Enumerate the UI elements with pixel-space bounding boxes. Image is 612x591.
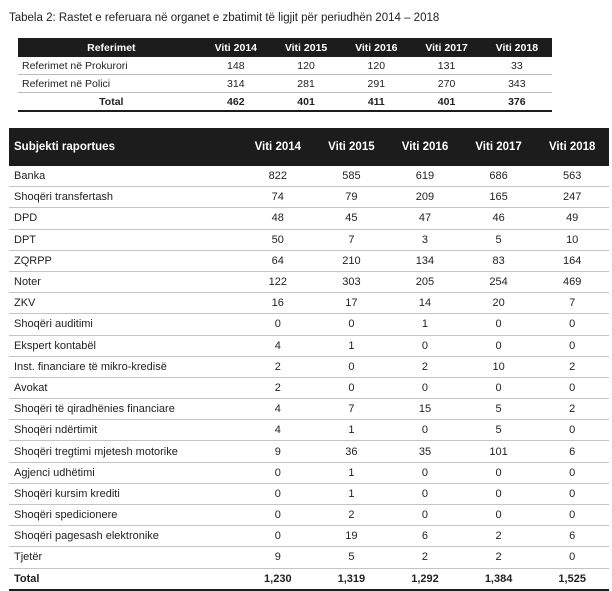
column-header: Viti 2015 [271,38,341,57]
table-cell: 0 [241,526,315,547]
table-row [9,250,609,271]
column-header: Viti 2016 [341,38,411,57]
table-cell: 2 [315,505,389,526]
column-header: Viti 2014 [241,128,315,166]
table-cell: 6 [535,441,609,462]
table-cell: 0 [388,483,462,504]
table-cell: 1 [315,462,389,483]
row-label: Inst. financiare të mikro-kredisë [9,356,241,377]
table-cell: 0 [315,377,389,398]
table-row [9,505,609,526]
row-label: Noter [9,271,241,292]
table-cell: 2 [241,356,315,377]
column-header: Subjekti raportues [9,128,241,166]
table-cell: 6 [535,526,609,547]
table-cell: 5 [315,547,389,568]
row-label: ZKV [9,293,241,314]
table-caption: Tabela 2: Rastet e referuara në organet e zbatimit të ligjit për periudhën 2014 – 2018 [9,12,440,24]
table-cell: 74 [241,187,315,208]
table-cell: 15 [388,399,462,420]
table-row [9,526,609,547]
table-cell: 47 [388,208,462,229]
table-cell: 4 [241,420,315,441]
table-row [9,356,609,377]
column-header: Viti 2017 [411,38,481,57]
row-label: Agjenci udhëtimi [9,462,241,483]
column-header: Viti 2018 [535,128,609,166]
row-label: Referimet në Prokurori [18,57,201,75]
table-cell: 1,525 [535,568,609,590]
table-cell: 7 [315,399,389,420]
table-cell: 0 [535,505,609,526]
row-label: DPT [9,229,241,250]
table-cell: 3 [388,229,462,250]
table-cell: 0 [462,377,536,398]
table-cell: 7 [315,229,389,250]
table-cell: 0 [315,356,389,377]
table-cell: 4 [241,335,315,356]
table-cell: 0 [241,483,315,504]
reporting-subjects-table [9,128,609,591]
table-cell: 281 [271,75,341,93]
table-cell: 270 [411,75,481,93]
table-cell: 343 [482,75,552,93]
row-label: Banka [9,166,241,187]
table-row [9,229,609,250]
table-cell: 9 [241,441,315,462]
table-header-row [9,128,609,166]
table-header-row [18,38,552,57]
table-row [9,314,609,335]
table-row [9,166,609,187]
table-row [9,208,609,229]
row-label: Shoqëri të qiradhënies financiare [9,399,241,420]
table-cell: 79 [315,187,389,208]
table-cell: 0 [241,314,315,335]
table-row [9,462,609,483]
table-cell: 0 [241,462,315,483]
column-header: Viti 2018 [482,38,552,57]
table-row [9,271,609,292]
table-cell: 401 [411,93,481,112]
table-row [18,75,552,93]
table-row [9,187,609,208]
table-cell: 686 [462,166,536,187]
table-cell: 0 [388,420,462,441]
row-label: Shoqëri auditimi [9,314,241,335]
table-cell: 0 [535,314,609,335]
table-cell: 0 [462,505,536,526]
table-cell: 0 [535,462,609,483]
table-cell: 0 [535,420,609,441]
column-header: Viti 2017 [462,128,536,166]
table-cell: 148 [201,57,271,75]
table-cell: 165 [462,187,536,208]
row-label: Total [18,93,201,112]
column-header: Viti 2016 [388,128,462,166]
total-row [18,93,552,112]
table-cell: 247 [535,187,609,208]
row-label: DPD [9,208,241,229]
referrals-table [18,38,552,112]
table-cell: 822 [241,166,315,187]
table-cell: 164 [535,250,609,271]
table-cell: 10 [462,356,536,377]
table-cell: 36 [315,441,389,462]
table-cell: 1,319 [315,568,389,590]
table-cell: 4 [241,399,315,420]
table-cell: 50 [241,229,315,250]
row-label: Referimet në Polici [18,75,201,93]
table-cell: 0 [388,377,462,398]
table-cell: 2 [241,377,315,398]
table-cell: 134 [388,250,462,271]
table-cell: 46 [462,208,536,229]
table-cell: 0 [388,335,462,356]
table-cell: 19 [315,526,389,547]
table-cell: 2 [388,547,462,568]
table-cell: 376 [482,93,552,112]
table-cell: 1,384 [462,568,536,590]
table-cell: 48 [241,208,315,229]
table-cell: 2 [388,356,462,377]
table-cell: 5 [462,229,536,250]
table-cell: 2 [535,356,609,377]
table-cell: 131 [411,57,481,75]
row-label: Ekspert kontabël [9,335,241,356]
table-cell: 9 [241,547,315,568]
table-cell: 5 [462,399,536,420]
row-label: Shoqëri ndërtimit [9,420,241,441]
table-cell: 2 [462,547,536,568]
table-cell: 49 [535,208,609,229]
table-cell: 314 [201,75,271,93]
table-cell: 0 [388,505,462,526]
table-row [9,420,609,441]
table-cell: 2 [535,399,609,420]
table-cell: 0 [462,462,536,483]
table-cell: 1 [315,335,389,356]
table-row [9,377,609,398]
table-cell: 0 [535,377,609,398]
column-header: Viti 2015 [315,128,389,166]
table-cell: 2 [462,526,536,547]
table-cell: 5 [462,420,536,441]
table-row [9,547,609,568]
table-cell: 563 [535,166,609,187]
row-label: Shoqëri kursim krediti [9,483,241,504]
table-cell: 401 [271,93,341,112]
table-cell: 35 [388,441,462,462]
table-row [9,293,609,314]
table-cell: 64 [241,250,315,271]
row-label: Total [9,568,241,590]
table-cell: 0 [462,335,536,356]
column-header: Referimet [18,38,201,57]
table-cell: 462 [201,93,271,112]
row-label: Avokat [9,377,241,398]
table-cell: 101 [462,441,536,462]
table-cell: 122 [241,271,315,292]
row-label: Shoqëri pagesash elektronike [9,526,241,547]
row-label: Shoqëri spedicionere [9,505,241,526]
table-cell: 20 [462,293,536,314]
table-row [18,57,552,75]
table-cell: 1 [315,420,389,441]
table-cell: 209 [388,187,462,208]
table-cell: 0 [535,547,609,568]
table-cell: 0 [462,483,536,504]
table-cell: 303 [315,271,389,292]
table-cell: 1,230 [241,568,315,590]
table-cell: 210 [315,250,389,271]
table-cell: 0 [241,505,315,526]
table-cell: 120 [271,57,341,75]
table-row [9,335,609,356]
table-cell: 291 [341,75,411,93]
table-cell: 1,292 [388,568,462,590]
column-header: Viti 2014 [201,38,271,57]
row-label: Shoqëri tregtimi mjetesh motorike [9,441,241,462]
table-cell: 10 [535,229,609,250]
table-cell: 14 [388,293,462,314]
total-row [9,568,609,590]
row-label: Tjetër [9,547,241,568]
table-cell: 7 [535,293,609,314]
table-row [9,441,609,462]
table-cell: 6 [388,526,462,547]
table-cell: 254 [462,271,536,292]
table-cell: 16 [241,293,315,314]
table-cell: 45 [315,208,389,229]
table-cell: 0 [315,314,389,335]
table-cell: 1 [388,314,462,335]
table-row [9,483,609,504]
table-cell: 469 [535,271,609,292]
table-cell: 0 [535,483,609,504]
table-cell: 0 [535,335,609,356]
table-cell: 83 [462,250,536,271]
table-cell: 619 [388,166,462,187]
table-cell: 17 [315,293,389,314]
row-label: Shoqëri transfertash [9,187,241,208]
table-cell: 120 [341,57,411,75]
table-cell: 205 [388,271,462,292]
row-label: ZQRPP [9,250,241,271]
table-cell: 33 [482,57,552,75]
table-cell: 0 [388,462,462,483]
table-cell: 411 [341,93,411,112]
table-cell: 1 [315,483,389,504]
table-row [9,399,609,420]
table-cell: 585 [315,166,389,187]
table-cell: 0 [462,314,536,335]
